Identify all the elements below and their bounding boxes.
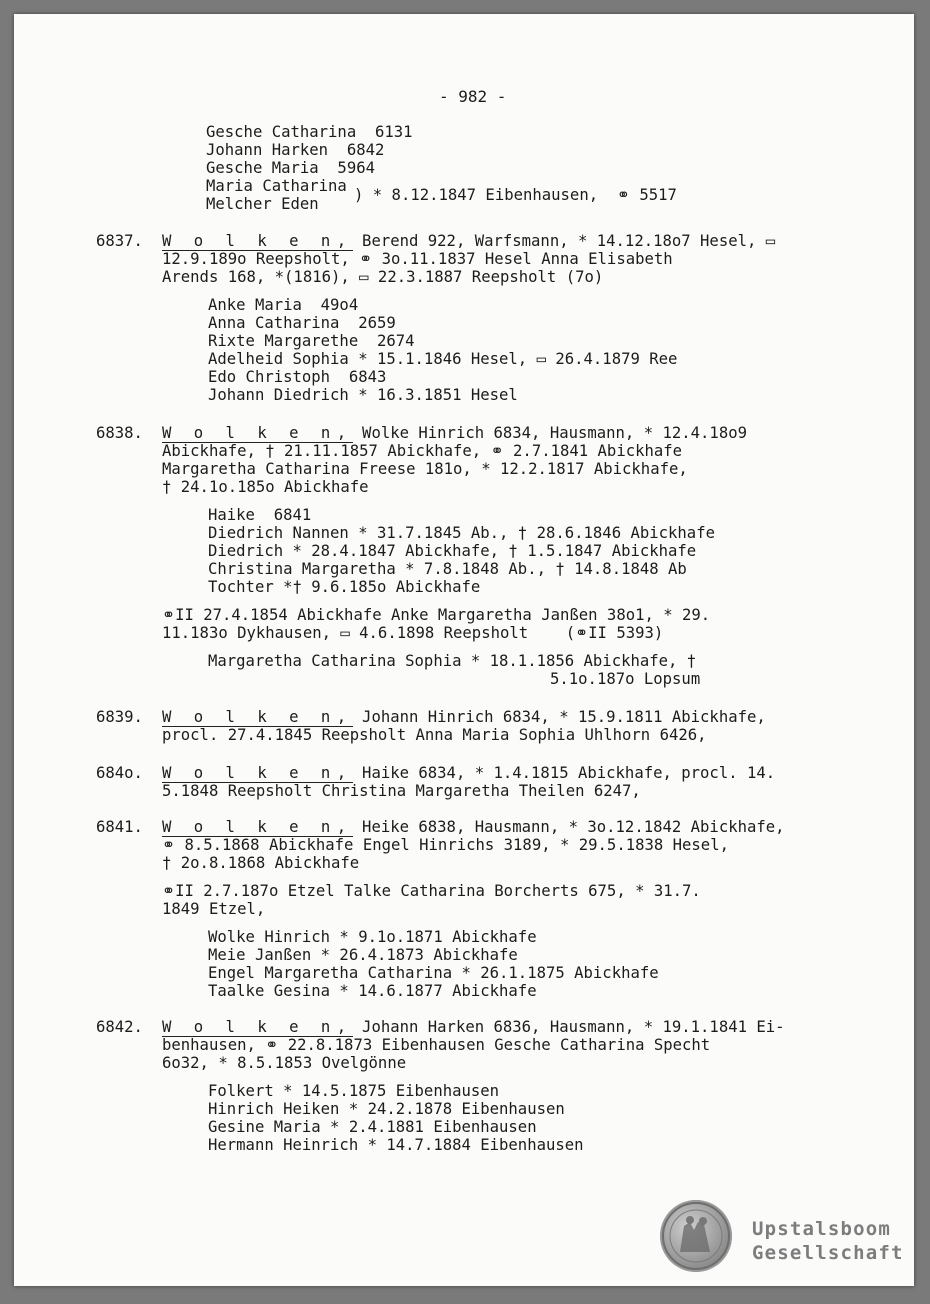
child-line: Adelheid Sophia * 15.1.1846 Hesel, ▭ 26.4.1879 Ree xyxy=(208,350,678,368)
child-line: Gesine Maria * 2.4.1881 Eibenhausen xyxy=(208,1118,537,1136)
page-number: - 982 - xyxy=(439,87,507,106)
child-line: Diedrich * 28.4.1847 Abickhafe, † 1.5.1847 Abickhafe xyxy=(208,542,697,560)
child-line: Margaretha Catharina Sophia * 18.1.1856 Abickhafe, † xyxy=(208,652,697,670)
entry-line: procl. 27.4.1845 Reepsholt Anna Maria Sophia Uhlhorn 6426, xyxy=(162,726,707,744)
child-line: Anke Maria 49o4 xyxy=(208,296,359,314)
marriage-line: ⚭II 27.4.1854 Abickhafe Anke Margaretha Janßen 38o1, * 29. xyxy=(162,606,711,624)
logo-text-line1: Upstalsboom xyxy=(752,1218,892,1240)
marriage-line: ⚭II 2.7.187o Etzel Talke Catharina Borcherts 675, * 31.7. xyxy=(162,882,701,900)
child-line: Hermann Heinrich * 14.7.1884 Eibenhausen xyxy=(208,1136,584,1154)
surname: W o l k e n, xyxy=(162,818,353,836)
entry-line: Berend 922, Warfsmann, * 14.12.18o7 Hesel, ▭ xyxy=(352,232,776,250)
surname: W o l k e n, xyxy=(162,708,353,726)
entry-line: Arends 168, *(1816), ▭ 22.3.1887 Reepsholt (7o) xyxy=(162,268,604,286)
child-line: Tochter *† 9.6.185o Abickhafe xyxy=(208,578,481,596)
child-line: Johann Diedrich * 16.3.1851 Hesel xyxy=(208,386,518,404)
surname: W o l k e n, xyxy=(162,424,353,442)
entry-header xyxy=(162,818,785,836)
child-line: Engel Margaretha Catharina * 26.1.1875 Abickhafe xyxy=(208,964,659,982)
logo-text-line2: Gesellschaft xyxy=(752,1242,904,1264)
entry-number: 6842. xyxy=(96,1018,143,1036)
surname: W o l k e n, xyxy=(162,1018,353,1036)
bracket-note: ) * 8.12.1847 Eibenhausen, ⚭ 5517 xyxy=(354,186,677,204)
child-line: Gesche Maria 5964 xyxy=(206,159,375,177)
entry-line: Wolke Hinrich 6834, Hausmann, * 12.4.18o9 xyxy=(352,424,747,442)
entry-line: Margaretha Catharina Freese 181o, * 12.2.1817 Abickhafe, xyxy=(162,460,688,478)
entry-number: 6837. xyxy=(96,232,143,250)
entry-line: ⚭ 8.5.1868 Abickhafe Engel Hinrichs 3189, * 29.5.1838 Hesel, xyxy=(162,836,729,854)
entry-number: 6839. xyxy=(96,708,143,726)
child-line: Edo Christoph 6843 xyxy=(208,368,387,386)
surname: W o l k e n, xyxy=(162,764,353,782)
entry-line: 12.9.189o Reepsholt, ⚭ 3o.11.1837 Hesel Anna Elisabeth xyxy=(162,250,673,268)
entry-line: 6o32, * 8.5.1853 Ovelgönne xyxy=(162,1054,407,1072)
entry-line: benhausen, ⚭ 22.8.1873 Eibenhausen Gesche Catharina Specht xyxy=(162,1036,711,1054)
child-line: 5.1o.187o Lopsum xyxy=(550,670,701,688)
child-line: Johann Harken 6842 xyxy=(206,141,385,159)
entry-number: 684o. xyxy=(96,764,143,782)
marriage-line: 1849 Etzel, xyxy=(162,900,266,918)
child-line: Maria Catharina xyxy=(206,177,347,195)
seal-logo-icon xyxy=(660,1200,732,1272)
child-line: Wolke Hinrich * 9.1o.1871 Abickhafe xyxy=(208,928,537,946)
entry-line: 5.1848 Reepsholt Christina Margaretha Theilen 6247, xyxy=(162,782,641,800)
entry-line: Johann Hinrich 6834, * 15.9.1811 Abickhafe, xyxy=(352,708,766,726)
marriage-line: 11.183o Dykhausen, ▭ 4.6.1898 Reepsholt (⚭II 5393) xyxy=(162,624,664,642)
entry-header xyxy=(162,764,775,782)
entry-header xyxy=(162,232,775,250)
entry-number: 6841. xyxy=(96,818,143,836)
entry-header xyxy=(162,424,747,442)
child-line: Diedrich Nannen * 31.7.1845 Ab., † 28.6.1846 Abickhafe xyxy=(208,524,715,542)
surname: W o l k e n, xyxy=(162,232,353,250)
child-line: Taalke Gesina * 14.6.1877 Abickhafe xyxy=(208,982,537,1000)
entry-line: Haike 6834, * 1.4.1815 Abickhafe, procl. 14. xyxy=(352,764,776,782)
entry-header xyxy=(162,1018,785,1036)
child-line: Haike 6841 xyxy=(208,506,312,524)
child-line: Anna Catharina 2659 xyxy=(208,314,396,332)
entry-header xyxy=(162,708,766,726)
entry-line: Abickhafe, † 21.11.1857 Abickhafe, ⚭ 2.7.1841 Abickhafe xyxy=(162,442,683,460)
child-line: Meie Janßen * 26.4.1873 Abickhafe xyxy=(208,946,518,964)
entry-line: † 24.1o.185o Abickhafe xyxy=(162,478,369,496)
child-line: Gesche Catharina 6131 xyxy=(206,123,413,141)
entry-number: 6838. xyxy=(96,424,143,442)
entry-line: Johann Harken 6836, Hausmann, * 19.1.1841 Ei- xyxy=(352,1018,785,1036)
child-line: Melcher Eden xyxy=(206,195,319,213)
entry-line: Heike 6838, Hausmann, * 3o.12.1842 Abickhafe, xyxy=(352,818,785,836)
document-page xyxy=(14,14,914,1286)
child-line: Christina Margaretha * 7.8.1848 Ab., † 14.8.1848 Ab xyxy=(208,560,687,578)
child-line: Rixte Margarethe 2674 xyxy=(208,332,415,350)
child-line: Folkert * 14.5.1875 Eibenhausen xyxy=(208,1082,500,1100)
child-line: Hinrich Heiken * 24.2.1878 Eibenhausen xyxy=(208,1100,565,1118)
entry-line: † 2o.8.1868 Abickhafe xyxy=(162,854,360,872)
